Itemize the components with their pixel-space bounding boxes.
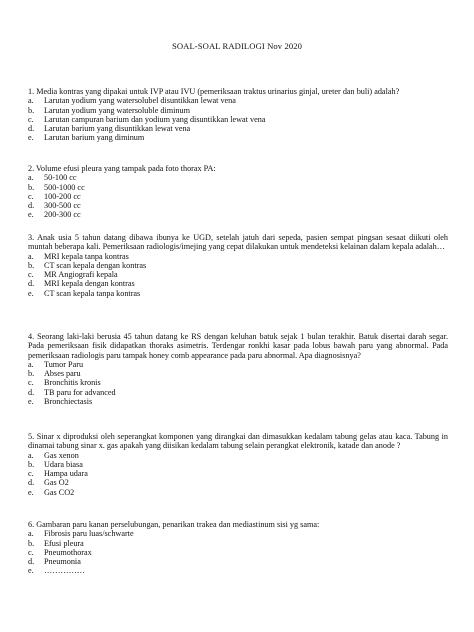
option-c: c. Bronchitis kronis — [28, 378, 101, 388]
option-e: e. Gas CO2 — [28, 487, 75, 497]
option-a: a. Gas xenon — [28, 450, 79, 460]
question-2 — [28, 164, 448, 220]
option-b: b. 500-1000 cc — [28, 182, 85, 192]
option-a: a. MRI kepala tanpa kontras — [28, 251, 129, 261]
option-b: b. Udara biasa — [28, 459, 83, 469]
question-5 — [28, 432, 448, 497]
option-d: d. TB paru for advanced — [28, 387, 116, 397]
option-a: a. Larutan yodium yang watersolubel disuntikkan lewat vena — [28, 96, 236, 106]
question-stem: 5. Sinar x diproduksi oleh seperangkat komponen yang dirangkai dan dimasukkan kedalam tabung gelas atau kaca. Tabung in dinamai tabung sinar x. gas apakah yang diisikan kedalam tabung selain perangkat elektronik, katade dan anode ? — [28, 432, 448, 451]
question-stem: 1. Media kontras yang dipakai untuk IVP atau IVU (pemeriksaan traktus urinarius ginjal, ureter dan buli) adalah? — [28, 87, 400, 96]
option-d: d. 300-500 cc — [28, 201, 81, 211]
option-b: b. Abses paru — [28, 369, 81, 379]
option-b: b. CT scan kepala dengan kontras — [28, 260, 147, 270]
question-stem: 3. Anak usia 5 tahun datang dibawa ibunya ke UGD, setelah jatuh dari sepeda, pasien sempat pingsan sesaat diikuti oleh muntah beberapa kali. Pemeriksaan radiologis/imejing yang cepat dilakukan untuk mendeteksi kelainan dalam kepala adalah… — [28, 233, 448, 252]
option-b: b. Larutan yodium yang watersoluble diminum — [28, 105, 190, 115]
option-d: d. Pneumonia — [28, 557, 81, 567]
option-d: d. MRI kepala dengan kontras — [28, 279, 135, 289]
option-d: d. Larutan barium yang disuntikkan lewat vena — [28, 124, 191, 134]
question-stem: 6. Gambaran paru kanan perselubungan, penarikan trakea dan mediastinum sisi yg sama: — [28, 520, 320, 529]
question-stem: 2. Volume efusi pleura yang tampak pada foto thorax PA: — [28, 164, 216, 173]
option-c: c. Pneumothorax — [28, 547, 92, 557]
option-b: b. Efusi pleura — [28, 538, 84, 548]
option-e: e. CT scan kepala tanpa kontras — [28, 288, 141, 298]
option-a: a. Tumor Paru — [28, 359, 84, 369]
question-4 — [28, 332, 448, 406]
option-e: e. …………… — [28, 566, 85, 576]
option-a: a. 50-100 cc — [28, 173, 77, 183]
option-e: e. Bronchiectasis — [28, 397, 93, 407]
option-c: c. Larutan campuran barium dan yodium yang disuntikkan lewat vena — [28, 114, 266, 124]
option-c: c. MR Angiografi kepala — [28, 270, 118, 280]
option-c: c. Hampa udara — [28, 469, 88, 479]
option-e: e. 200-300 cc — [28, 210, 81, 220]
option-e: e. Larutan barium yang diminum — [28, 133, 145, 143]
option-d: d. Gas O2 — [28, 478, 69, 488]
option-a: a. Fibrosis paru luas/schwarte — [28, 529, 134, 539]
question-stem: 4. Seorang laki-laki berusia 45 tahun datang ke RS dengan keluhan batuk sejak 1 bulan terakhir. Batuk disertai darah segar. Pada pemeriksaan fisik didapatkan thoraks asimetris. Terdengar ronkhi kasar pada lobus bawah paru yang abnormal. Pada pemeriksaan radiologis paru tampak honey comb appearance pada paru abnormal. Apa diagnosisnya? — [28, 332, 448, 360]
option-c: c. 100-200 cc — [28, 191, 81, 201]
question-1 — [28, 87, 448, 143]
question-3 — [28, 233, 448, 298]
question-6 — [28, 520, 448, 576]
page-title: SOAL-SOAL RADILOGI Nov 2020 — [171, 41, 303, 51]
